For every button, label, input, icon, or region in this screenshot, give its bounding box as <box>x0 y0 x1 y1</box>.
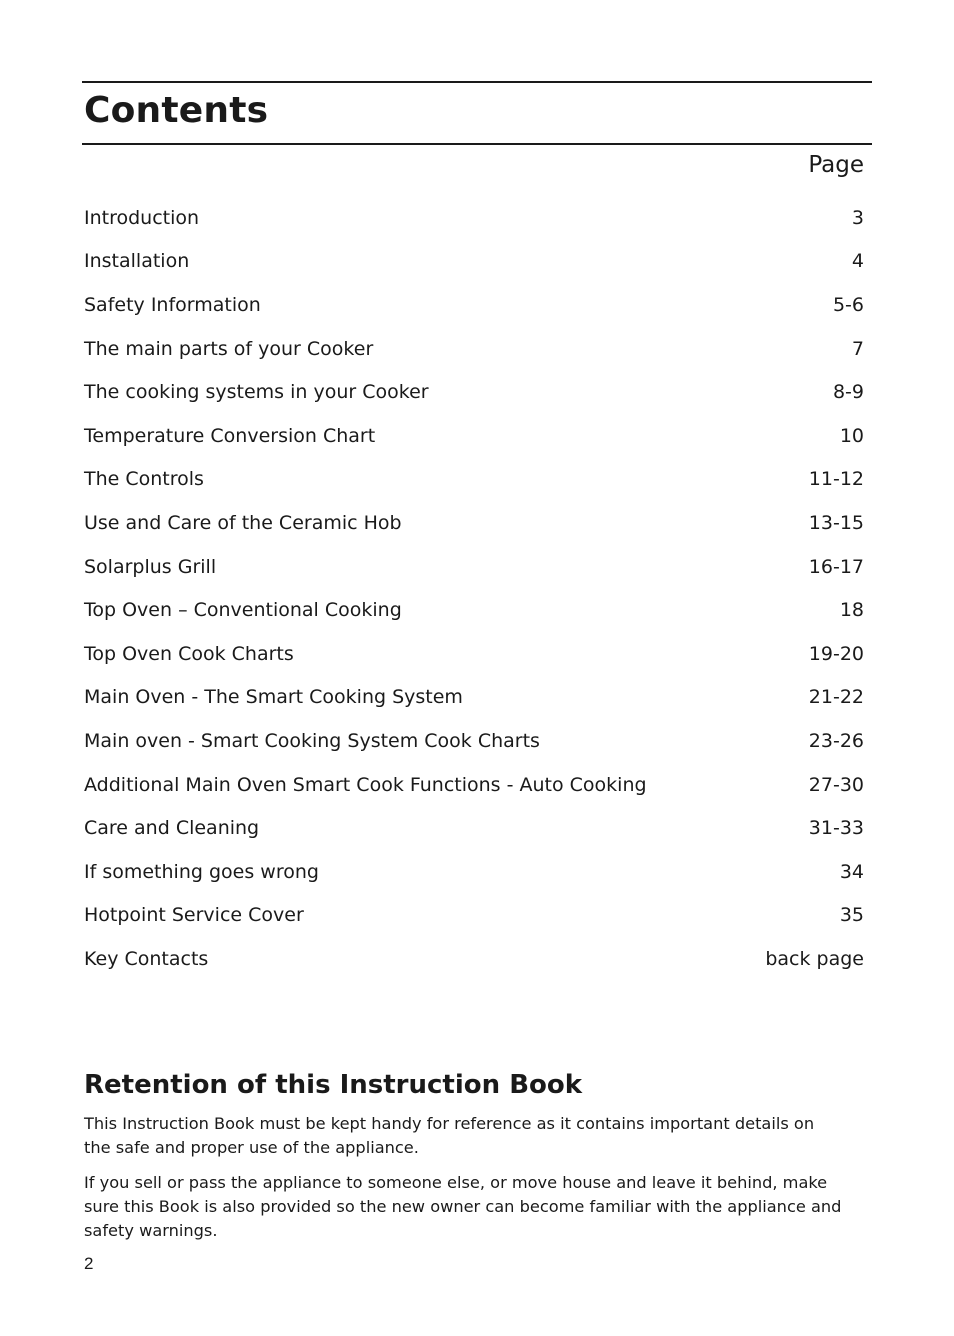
toc-entry-page: 10 <box>839 424 864 447</box>
toc-entry-label: Temperature Conversion Chart <box>84 424 376 447</box>
toc-entry[interactable] <box>84 283 864 327</box>
toc-entry-label: Additional Main Oven Smart Cook Functions - Auto Cooking <box>84 773 647 796</box>
toc-entry-page: 8-9 <box>832 381 864 404</box>
toc-entry-label: Installation <box>84 250 190 273</box>
toc-entry-label: If something goes wrong <box>84 860 319 883</box>
toc-entry-label: The Controls <box>84 468 204 491</box>
toc-entry-label: Introduction <box>84 206 200 229</box>
toc-entry[interactable] <box>84 588 864 632</box>
toc-entry[interactable] <box>84 937 864 981</box>
toc-entry-page: 23-26 <box>808 729 864 752</box>
toc-entry-page: 34 <box>839 860 864 883</box>
retention-heading: Retention of this Instruction Book <box>84 1070 583 1100</box>
toc-entry[interactable] <box>84 719 864 763</box>
toc-entry[interactable] <box>84 806 864 850</box>
page-title: Contents <box>84 90 269 131</box>
toc-entry[interactable] <box>84 894 864 938</box>
toc-entry-label: Safety Information <box>84 293 261 316</box>
title-rule <box>82 143 872 145</box>
toc-entry-page: 13-15 <box>808 511 864 534</box>
toc-entry-page: 4 <box>851 250 864 273</box>
toc-entry-label: The main parts of your Cooker <box>84 337 374 360</box>
toc-entry-page: 5-6 <box>832 293 864 316</box>
retention-paragraph: This Instruction Book must be kept handy for reference as it contains important details on the safe and proper use of the appliance. <box>84 1114 815 1157</box>
toc-entry[interactable] <box>84 850 864 894</box>
toc-entry[interactable] <box>84 196 864 240</box>
toc-entry-label: Main Oven - The Smart Cooking System <box>84 686 463 709</box>
toc-entry[interactable] <box>84 240 864 284</box>
toc-entry[interactable] <box>84 414 864 458</box>
page-number: 2 <box>84 1254 94 1273</box>
toc-entry[interactable] <box>84 327 864 371</box>
toc-entry[interactable] <box>84 501 864 545</box>
toc-entry-label: Solarplus Grill <box>84 555 217 578</box>
retention-paragraph: If you sell or pass the appliance to someone else, or move house and leave it behind, make sure this Book is also provided so the new owner can become familiar with the appliance and safety warnings. <box>84 1173 842 1240</box>
toc-entry[interactable] <box>84 370 864 414</box>
toc-entry[interactable] <box>84 458 864 502</box>
toc-entry-label: Key Contacts <box>84 947 209 970</box>
toc-entry-page: back page <box>765 947 864 970</box>
toc-entry-page: 21-22 <box>808 686 864 709</box>
toc-entry-label: Top Oven – Conventional Cooking <box>84 599 402 622</box>
toc-entry[interactable] <box>84 545 864 589</box>
toc-entry-label: Main oven - Smart Cooking System Cook Charts <box>84 729 540 752</box>
toc-entry-label: Hotpoint Service Cover <box>84 904 304 927</box>
toc-entry[interactable] <box>84 763 864 807</box>
table-of-contents <box>84 196 864 981</box>
toc-entry-page: 7 <box>851 337 864 360</box>
toc-entry-page: 19-20 <box>808 642 864 665</box>
toc-entry-page: 16-17 <box>808 555 864 578</box>
toc-entry-label: Top Oven Cook Charts <box>84 642 294 665</box>
toc-entry-page: 18 <box>839 599 864 622</box>
toc-entry[interactable] <box>84 632 864 676</box>
toc-entry-page: 31-33 <box>808 817 864 840</box>
toc-entry-page: 3 <box>851 206 864 229</box>
toc-entry-page: 11-12 <box>808 468 864 491</box>
page-column-header: Page <box>808 152 864 178</box>
toc-entry-label: Care and Cleaning <box>84 817 260 840</box>
toc-entry-label: Use and Care of the Ceramic Hob <box>84 511 402 534</box>
toc-entry-page: 27-30 <box>808 773 864 796</box>
toc-entry-page: 35 <box>839 904 864 927</box>
toc-entry[interactable] <box>84 676 864 720</box>
toc-entry-label: The cooking systems in your Cooker <box>84 381 429 404</box>
top-rule <box>82 81 872 83</box>
